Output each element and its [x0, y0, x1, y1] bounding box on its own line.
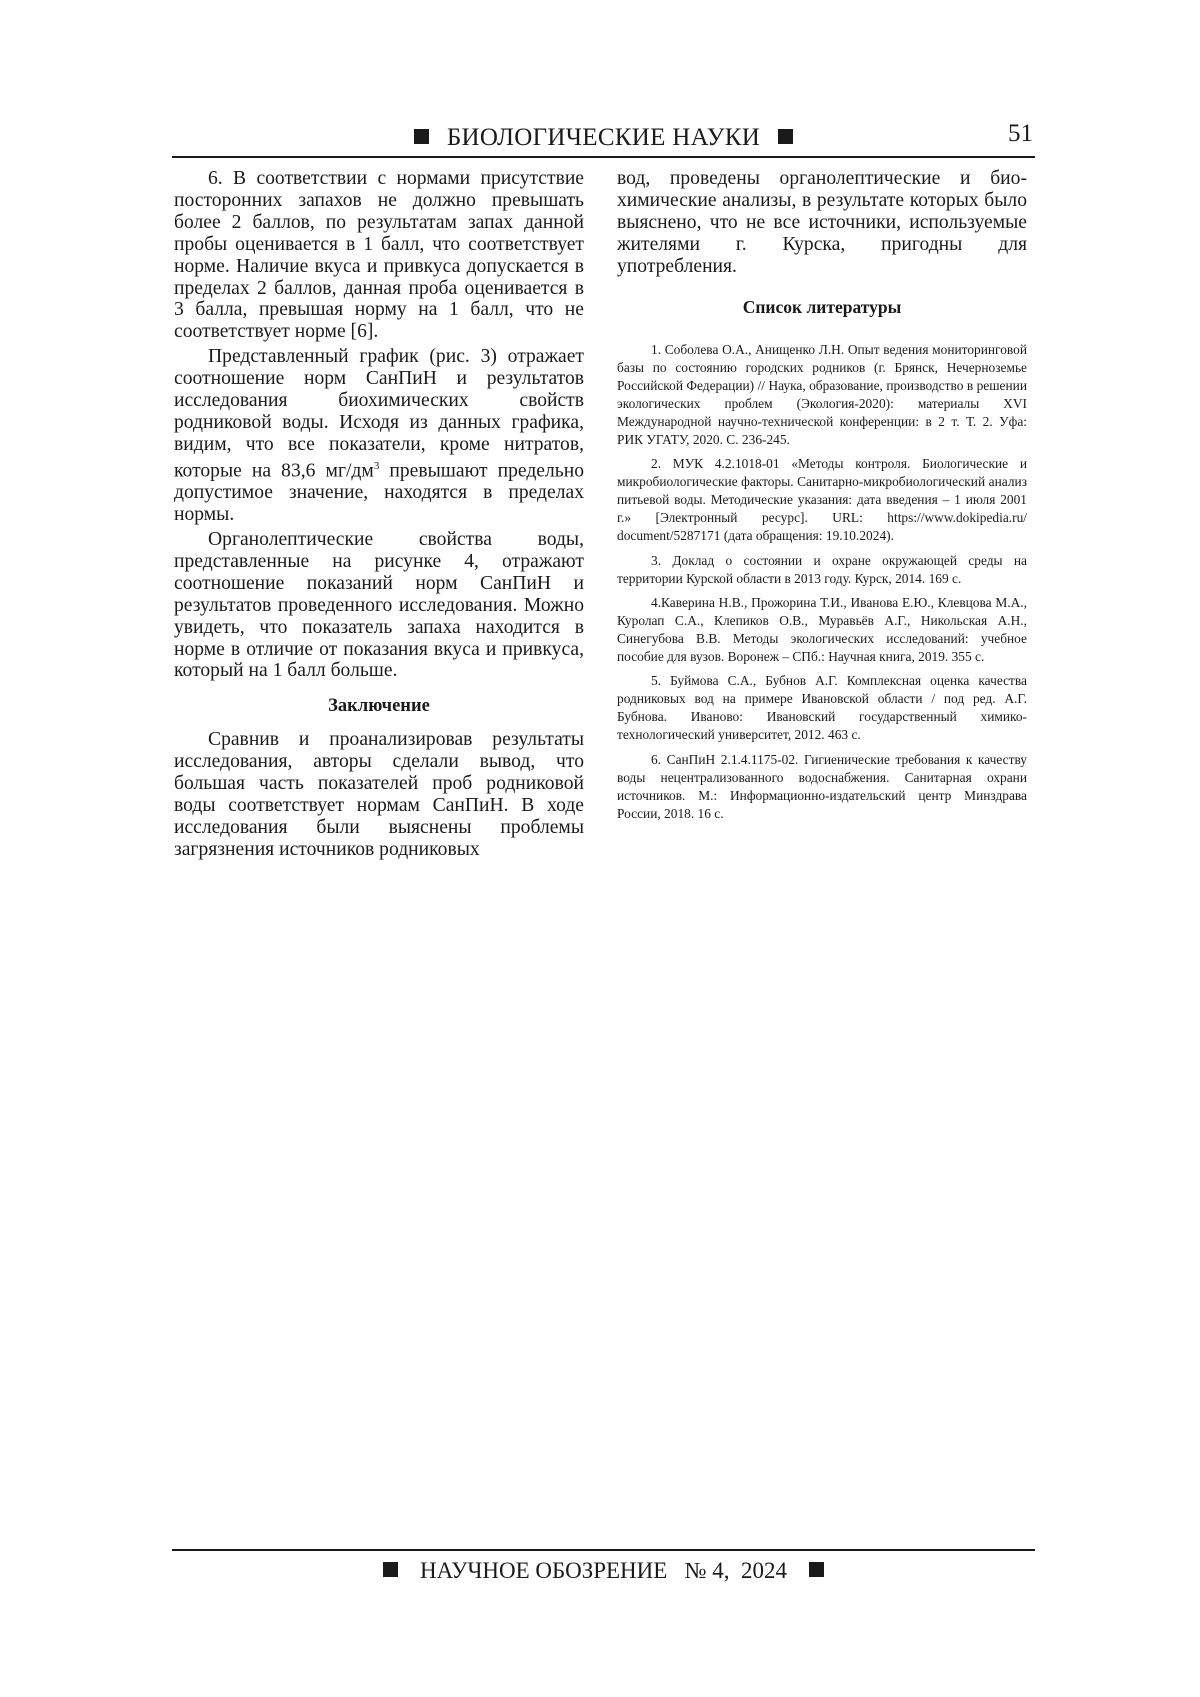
square-bullet-icon — [778, 129, 793, 144]
reference-item: 6. СанПиН 2.1.4.1175-02. Гигиенические требования к качеству воды нецентрализованного водоснабжения. Санитарная охрани источников. М.: Информационно-издательский центр Минздрава России, 2018. 16 с. — [617, 751, 1027, 821]
left-column — [174, 168, 584, 861]
reference-item: 4.Каверина Н.В., Прожорина Т.И., Иванова Е.Ю., Клевцова М.А., Куролап С.А., Клепиков О.В., Муравьёв А.Г., Никольская А.Н., Синегубова В.В. Методы экологических исследований: учебное пособие для вузов. Воронеж – СПб.: Научная книга, 2019. 355 с. — [617, 594, 1027, 665]
paragraph-odor-taste: 6. В соответствии с нормами присутствие посторонних запахов не должно превышать более 2 баллов, по результатам запах данной пробы оценивается в 1 балл, что соответствует норме. Наличие вкуса и привкуса допускается в пределах 2 баллов, данная проба оценивается в 3 балла, превышая норму на 1 балл, что не соответствует норме [6]. — [174, 168, 584, 343]
conclusion-continuation: вод, проведены органолептические и биохимические анализы, в результате которых было выяснено, что не все источники, используемые жителями г. Курска, пригодны для употребления. — [617, 168, 1027, 277]
reference-item: 3. Доклад о состоянии и охране окружающей среды на территории Курской области в 2013 году. Курск, 2014. 169 с. — [617, 552, 1027, 586]
issue-year: 2024 — [741, 1558, 788, 1583]
conclusion-text: Сравнив и проанализировав результаты исследования, авторы сделали вывод, что большая часть показателей проб родниковой воды соответствует нормам СанПиН. В ходе исследования были выяснены проблемы загрязнения источников родниковых — [174, 729, 584, 860]
running-footer — [172, 1549, 1035, 1584]
paragraph-chart-biochem-text: Представленный график (рис. 3) отражает соотношение норм СанПиН и результатов исследования биохимических свойств родниковой воды. Исходя из данных графика, видим, что все показатели, кроме нитратов, которые на 83,6 мг/дм — [174, 346, 584, 482]
paragraph-chart-biochem-tail: превышают предельно допустимое значение, находятся в пределах нормы. — [174, 460, 584, 526]
reference-list — [617, 341, 1027, 823]
square-bullet-icon — [383, 1562, 398, 1577]
square-bullet-icon — [414, 129, 429, 144]
paragraph-organoleptic: Органолептические свойства воды, представленные на рисунке 4, отражают соотношение показаний норм СанПиН и результатов проведенного исследования. Можно увидеть, что показатель запаха находится в норме в отличие от показания вкуса и привкуса, который на 1 балл больше. — [174, 529, 584, 682]
section-title — [172, 124, 1035, 152]
paragraph-chart-biochem — [174, 346, 584, 526]
running-header — [172, 120, 1035, 158]
section-title-text: БИОЛОГИЧЕСКИЕ НАУКИ — [446, 124, 761, 151]
references-heading: Список литературы — [742, 296, 902, 317]
reference-item: 5. Буймова С.А., Бубнов А.Г. Комплексная оценка качества родниковых вод на примере Ивановской области / под ред. А.Г. Бубнова. Иваново: Ивановский государственный химико-технологический университет, 2012. 463 с. — [617, 673, 1027, 743]
issue-number: № 4, — [684, 1558, 730, 1583]
journal-name: НАУЧНОЕ ОБОЗРЕНИЕ — [419, 1558, 668, 1583]
superscript: 3 — [373, 459, 380, 472]
right-column — [617, 168, 1027, 829]
conclusion-heading: Заключение — [328, 696, 430, 717]
page-number: 51 — [1008, 120, 1033, 147]
reference-item: 1. Соболева О.А., Анищенко Л.Н. Опыт ведения мониторинговой базы по состоянию городских родников (г. Брянск, Нечерноземье Российской Федерации) // Наука, образование, производство в решении экологических проблем (Экология-2020): материалы XVI Международной научно-технической конференции: в 2 т. Т. 2. Уфа: РИК УГАТУ, 2020. С. 236-245. — [617, 341, 1027, 447]
reference-item: 2. МУК 4.2.1018-01 «Методы контроля. Биологические и микробиологические факторы. Санитарно-микробиологический анализ питьевой воды. Методические указания: дата введения – 1 июля 2001 г.» [Электронный ресурс]. URL: https://www.dokipedia.ru/ document/5287171 (дата обращения: 19.10.2024). — [617, 456, 1027, 544]
square-bullet-icon — [809, 1562, 824, 1577]
